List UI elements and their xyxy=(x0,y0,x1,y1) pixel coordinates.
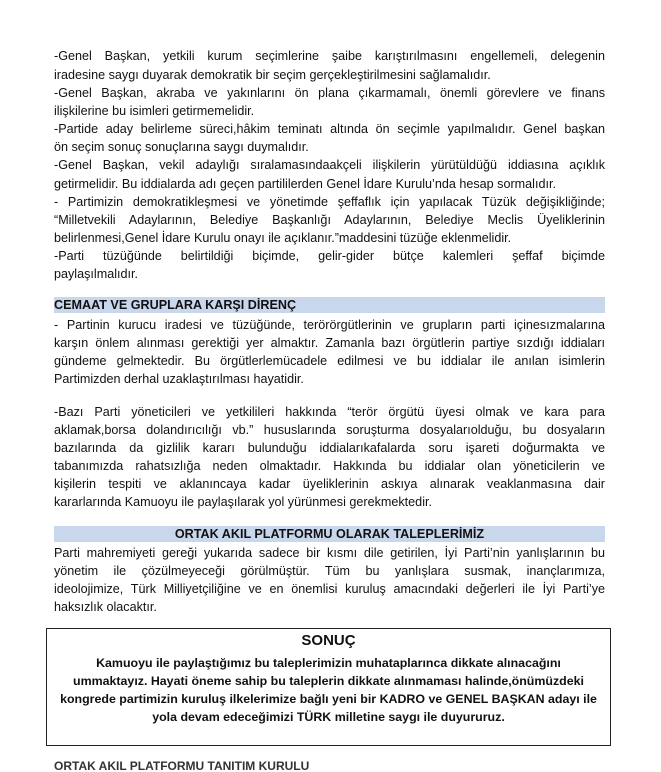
text-line: kişilerin tespiti ve aklanıncaya kadar üyeliklerinin askıya alınarak veaklanmasına dair xyxy=(54,477,605,491)
section-heading-cemaat: CEMAAT VE GRUPLARA KARŞI DİRENÇ xyxy=(54,297,605,313)
text-line: “Milletvekili Adaylarının, Belediye Başkanlığı Adaylarının, Belediye Meclis Üyeliklerinin xyxy=(54,213,605,227)
text-line: iradesine saygı duyarak demokratik bir seçim gerçekleştirilmesini sağlamalıdır. xyxy=(54,68,491,82)
text-line: - Partinin kurucu iradesi ve tüzüğünde, terörörgütlerinin ve grupların parti içinesızmalarına xyxy=(54,318,605,332)
sonuc-title: SONUÇ xyxy=(301,632,356,649)
text-line: gündeme gelmektedir. Bu örgütlerlemücadele edilmesi ve bu iddialar ile anılan isimlerin xyxy=(54,354,605,368)
text-line: -Parti tüzüğünde belirtildiği biçimde, gelir-gider bütçe kalemleri şeffaf biçimde xyxy=(54,249,605,263)
text-line: -Genel Başkan, vekil adaylığı sıralamasındaakçeli ilişkilerin yürütüldüğü iddiasına açıklık xyxy=(54,158,605,172)
text-line: -Bazı Parti yöneticileri ve yetkilileri hakkında “terör örgütü üyesi olmak ve kara para xyxy=(54,405,605,419)
text-line: kararlarında Kamuoyu ile paylaşılarak yol yürünmesi gerekmektedir. xyxy=(54,495,432,509)
text-line: ideolojimize, Türk Milliyetçiliğine ve en önemlisi kuruluş amacındaki değerleri ile İyi Parti’ye xyxy=(54,582,605,596)
text-line: -Partide aday belirleme süreci,hâkim teminatı altında ön seçimle yapılmalıdır. Genel başkan xyxy=(54,122,605,136)
text-line: ilişkilerine bu isimleri getirmemelidir. xyxy=(54,104,255,118)
text-line: Parti mahremiyeti gereği yukarıda sadece bir kısmı dile getirilen, İyi Parti’nin yanlışlarının bu xyxy=(54,546,605,560)
text-line: -Genel Başkan, akraba ve yakınlarını ön plana çıkarmamalı, önemli görevlere ve finans xyxy=(54,86,605,100)
text-line: getirmelidir. Bu iddialarda adı geçen partililerden Genel İdare Kurulu’nda hesap sormalıdır. xyxy=(54,177,556,191)
text-line: - Partimizin demokratikleşmesi ve yönetimde şeffaflık için yapılacak Tüzük değişikliğinde; xyxy=(54,195,605,209)
text-line: bazılarında da gizlilik kararı bulunduğu iddialarıkafalarda soru işareti doğurmakta ve xyxy=(54,441,605,455)
section-heading-taleplerimiz: ORTAK AKIL PLATFORMU OLARAK TALEPLERİMİZ xyxy=(54,526,605,542)
text-line: -Genel Başkan, yetkili kurum seçimlerine şaibe karıştırılmasını engellemeli, delegenin xyxy=(54,49,605,63)
text-line: haksızlık olacaktır. xyxy=(54,600,157,614)
text-line: ön seçim sonuç sonuçlarına saygı duymalıdır. xyxy=(54,140,309,154)
sonuc-line: Kamuoyu ile paylaştığımız bu taleplerimizin muhataplarınca dikkate alınacağını xyxy=(96,656,561,670)
text-line: yönetim ile çözülmeyeceği görülmüştür. Tüm bu yanlışlara susmak, inançlarımıza, xyxy=(54,564,605,578)
text-line: paylaşılmalıdır. xyxy=(54,267,138,281)
cut-off-footer-text: ORTAK AKIL PLATFORMU TANITIM KURULU xyxy=(54,760,310,772)
text-line: belirlenmesi,Genel İdare Kurulu onayı ile açıklanır.”maddesini tüzüğe eklenmelidir. xyxy=(54,231,512,245)
text-line: aklamak,borsa dolandırıcılığı vb.” hususlarında soruşturma dosyalarıolduğu, bu dosyaların xyxy=(54,423,605,437)
text-line: karşın önlem alınması gerektiği yer almaktır. Zamanla bazı örgütlerin partiye sızdığı iddiaları xyxy=(54,336,605,350)
text-line: Partimizden derhal uzaklaştırılması hayatidir. xyxy=(54,372,304,386)
sonuc-line: kongrede partimizin kuruluş ilkelerimize bağlı yeni bir KADRO ve GENEL BAŞKAN adayı ile xyxy=(60,692,597,706)
text-line: tabanımızda rahatsızlığa neden olmaktadır. Hakkında bu iddialar olan yöneticilerin ve xyxy=(54,459,605,473)
sonuc-line: yola devam edeceğimizi TÜRK milletine saygı ile duyururuz. xyxy=(152,710,505,724)
sonuc-line: ummaktayız. Hayati öneme sahip bu taleplerin dikkate alınmaması halinde,önümüzdeki xyxy=(73,674,584,688)
